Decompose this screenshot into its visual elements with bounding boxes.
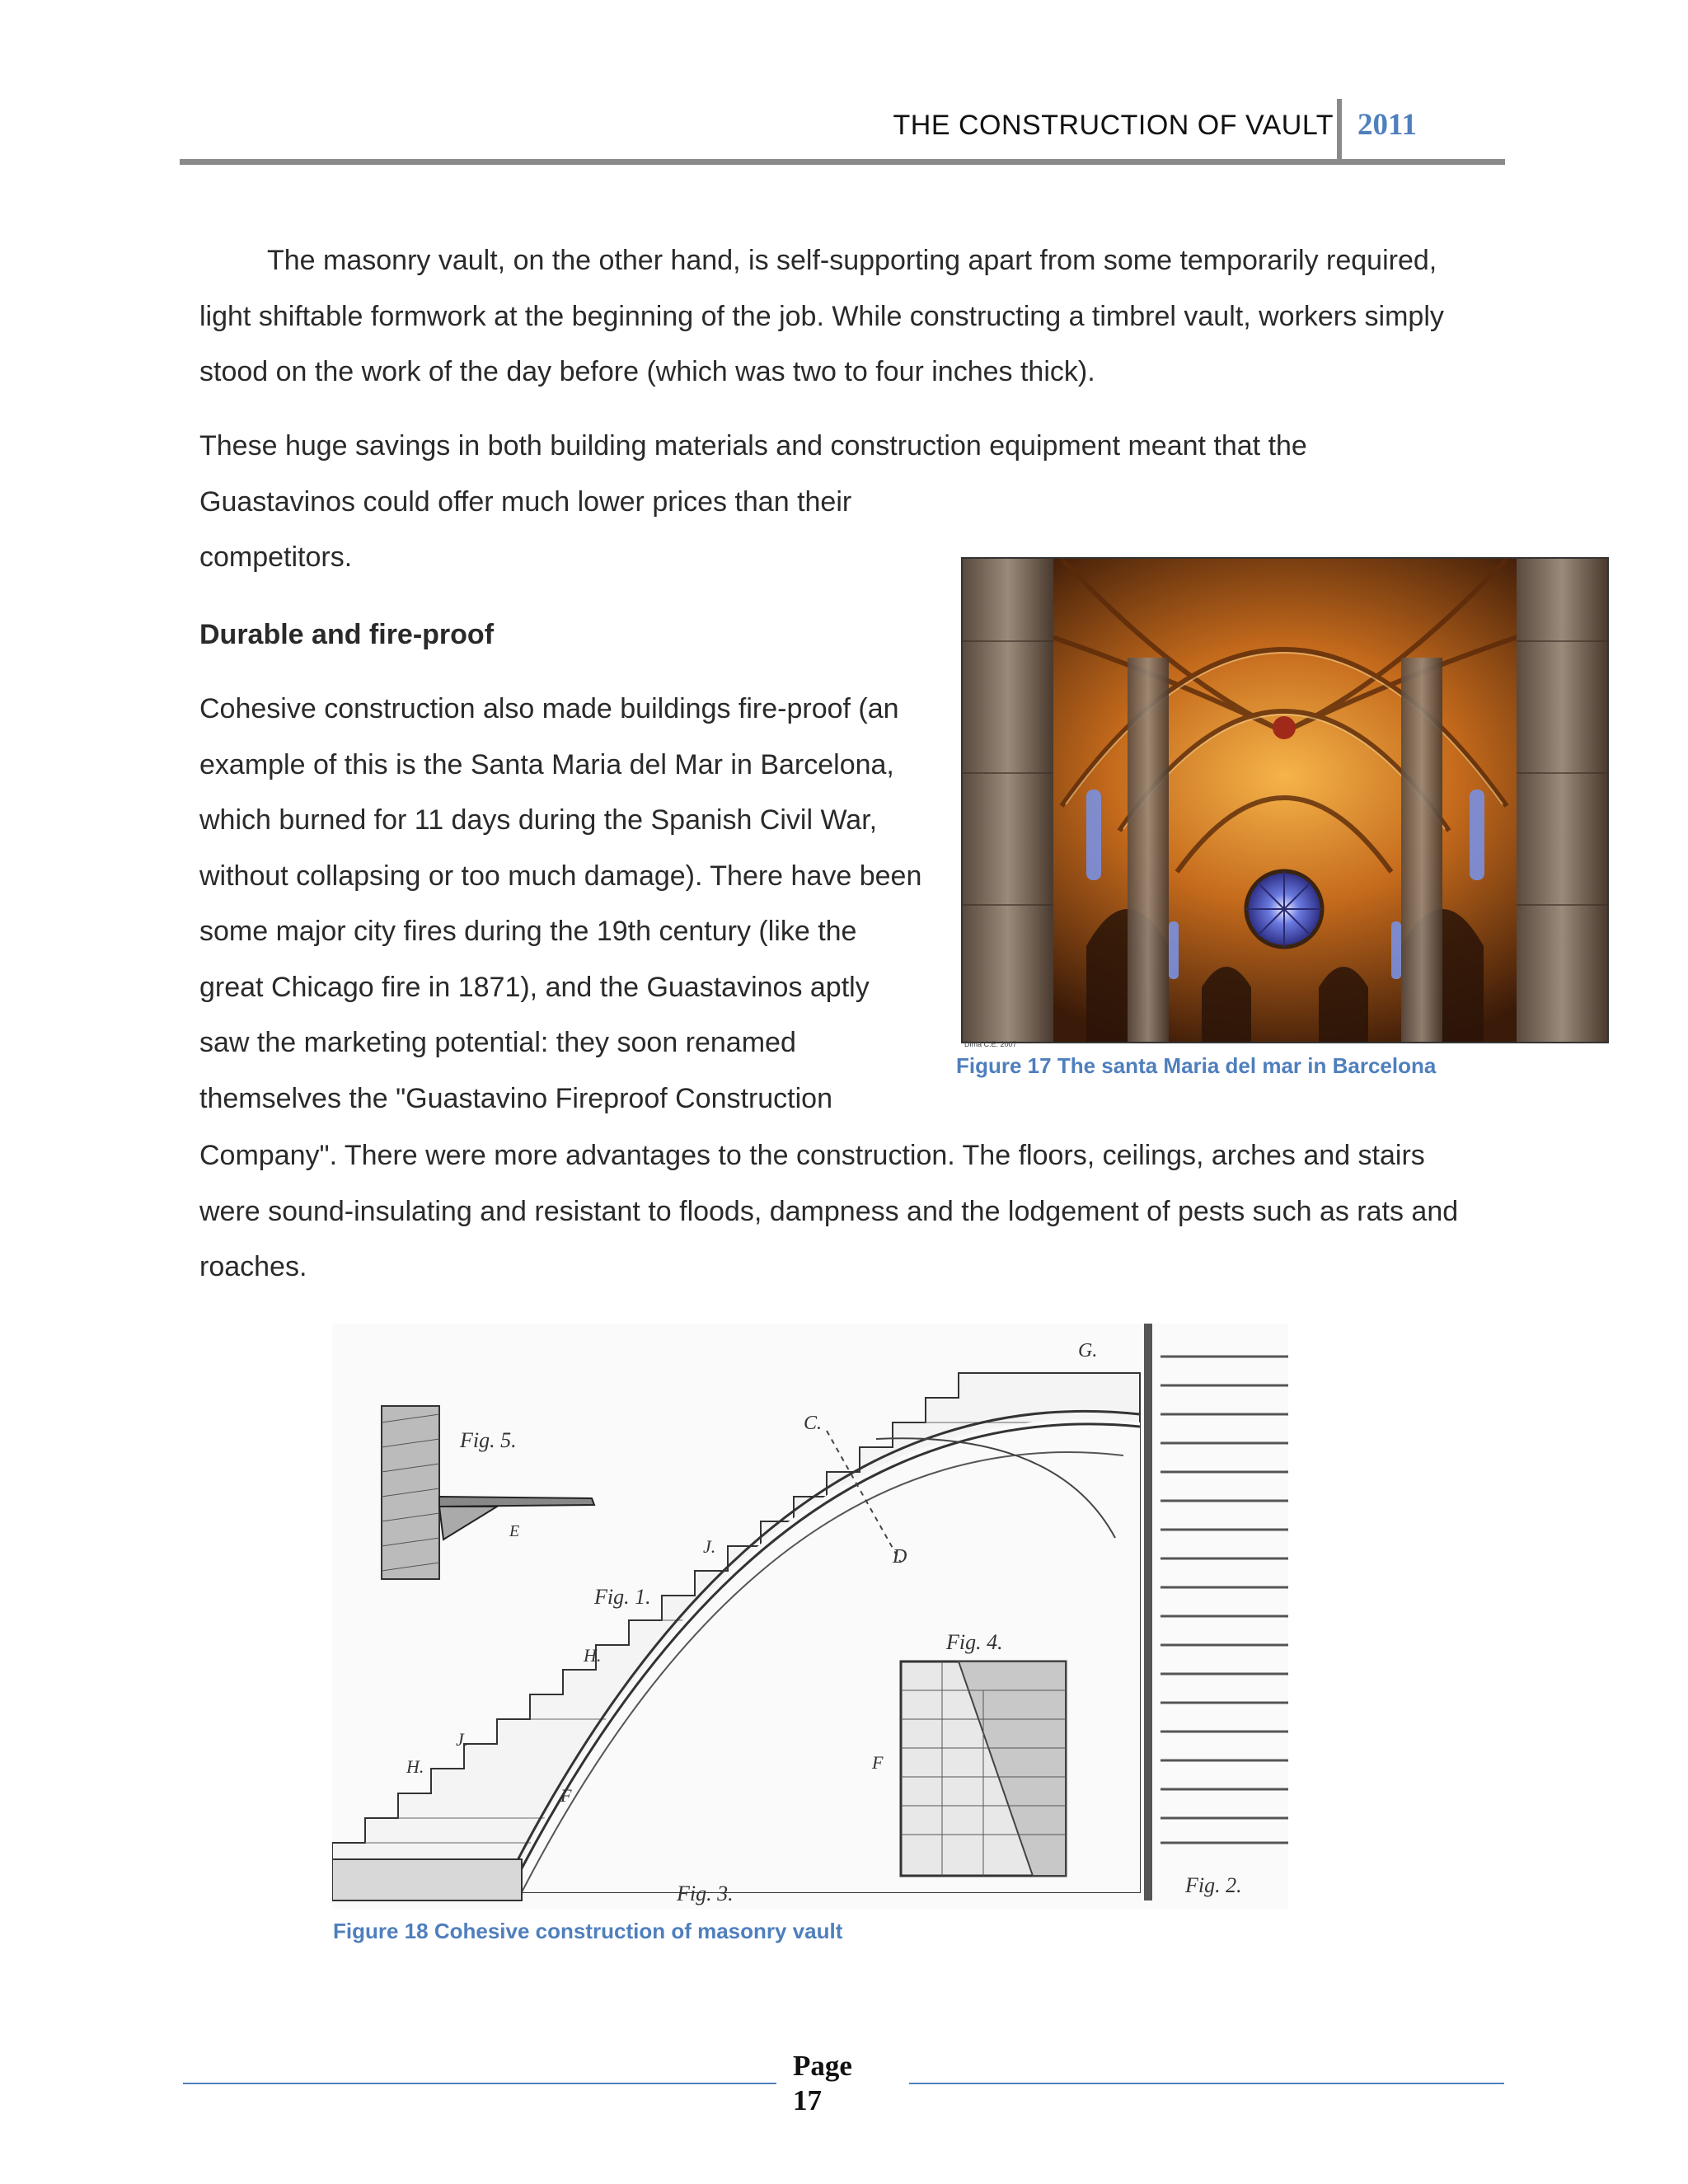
paragraph-savings-line-3: competitors. bbox=[199, 541, 353, 573]
label-c: C. bbox=[804, 1413, 823, 1434]
label-g: G. bbox=[1078, 1340, 1098, 1361]
figure-18-vault-diagram bbox=[332, 1324, 1288, 1909]
paragraph-advantages: Company". There were more advantages to the construction. The floors, ceilings, arches and stairs were sound-insulating and resistant to floods, dampness and the lodgement of pests such as rats and roaches. bbox=[199, 1140, 1459, 1282]
fig4-label: Fig. 4. bbox=[946, 1630, 1003, 1654]
page-number bbox=[793, 2049, 859, 2118]
paragraph-savings-line-2: Guastavinos could offer much lower prices than their bbox=[199, 485, 852, 518]
label-f-wall: F bbox=[872, 1752, 884, 1773]
paragraph-savings bbox=[199, 419, 1307, 586]
fig1-label: Fig. 1. bbox=[594, 1585, 651, 1609]
paragraph-masonry-vault: The masonry vault, on the other hand, is self-supporting apart from some temporarily required, light shiftable formwork at the beginning of the job. While constructing a timbrel vault, workers simply stood on the work of the day before (which was two to four inches thick). bbox=[199, 245, 1444, 387]
label-d: D bbox=[893, 1546, 907, 1568]
figure-17-cathedral-image bbox=[961, 557, 1609, 1043]
section-heading: Durable and fire-proof bbox=[199, 619, 495, 650]
figure-17-credit: Dima C.E. 2007 bbox=[964, 1040, 1017, 1048]
page-number-value: 17 bbox=[793, 2084, 822, 2116]
page-label: Page bbox=[793, 2050, 852, 2082]
figure-17-caption: Figure 17 The santa Maria del mar in Barcelona bbox=[956, 1053, 1437, 1078]
label-f-stair: F bbox=[560, 1785, 572, 1806]
footer-rule-right bbox=[909, 2083, 1504, 2084]
label-e: E bbox=[509, 1522, 520, 1540]
header-separator bbox=[1337, 99, 1342, 162]
fig5-label: Fig. 5. bbox=[460, 1428, 517, 1452]
fig2-label: Fig. 2. bbox=[1185, 1873, 1242, 1897]
header-rule bbox=[180, 159, 1505, 165]
footer-rule-left bbox=[183, 2083, 776, 2084]
label-h-lower: H. bbox=[406, 1756, 424, 1777]
header-title: THE CONSTRUCTION OF VAULT bbox=[893, 110, 1334, 141]
fig3-label: Fig. 3. bbox=[677, 1882, 734, 1905]
figure-18-caption: Figure 18 Cohesive construction of masonry vault bbox=[333, 1919, 843, 1943]
paragraph-fireproof: Cohesive construction also made buildings fire-proof (an example of this is the Santa Maria del Mar in Barcelona, which burned for 11 days during the Spanish Civil War, without collapsing or too much damage). There have been some major city fires during the 19th century (like the great Chicago fire in 1871), and the Guastavinos aptly saw the marketing potential: they soon renamed themselves the "Guastavino Fireproof Construction bbox=[199, 693, 922, 1114]
label-j-lower: J. bbox=[456, 1729, 469, 1750]
header-year: 2011 bbox=[1357, 108, 1417, 142]
paragraph-savings-line-1: These huge savings in both building materials and construction equipment meant that the bbox=[199, 430, 1307, 462]
label-h-upper: H. bbox=[584, 1645, 602, 1666]
label-j-upper: J. bbox=[703, 1536, 716, 1557]
